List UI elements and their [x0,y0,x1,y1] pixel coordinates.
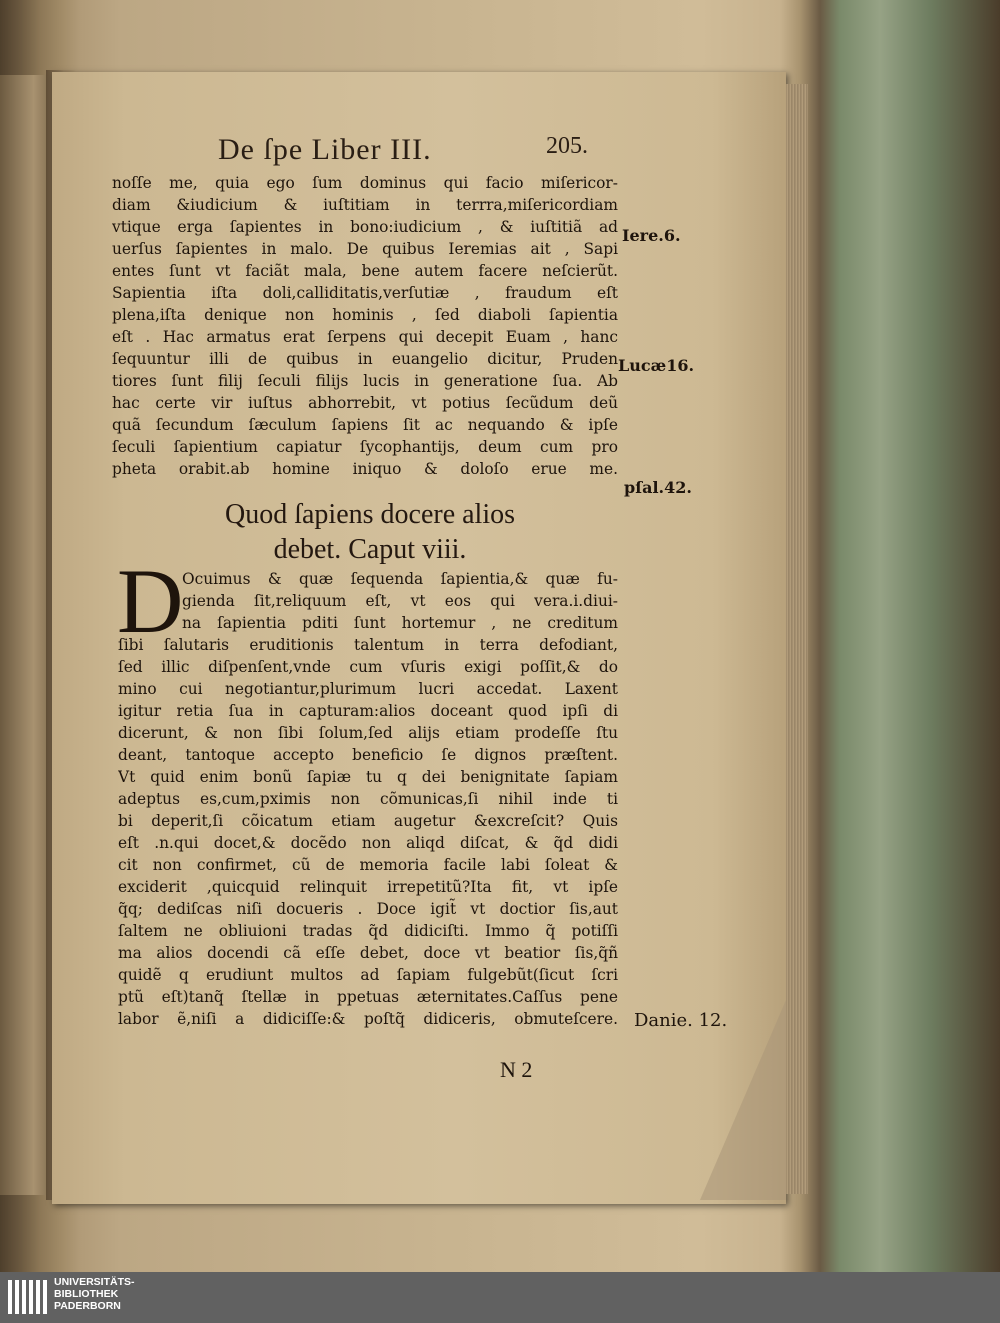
text-line: ptũ eſt)tanq̃ ſtellæ in ppetuas æternitates.Caſſus pene [118,988,618,1006]
margin-note-lucae: Lucæ16. [618,356,695,375]
text-line: vtique erga ſapientes in bono:iudicium , & iuſtitiã ad [112,218,618,236]
text-line: plena,iſta denique non hominis , ſed diaboli ſapientia [112,306,618,324]
text-line: ſed illic diſpenſent,vnde cum vſuris exigi poſſit,& do [118,658,618,676]
margin-note-iere: Iere.6. [622,226,681,245]
text-line: dicerunt, & non ſibi ſolum,ſed alijs etiam prodeſſe ſtu [118,724,618,742]
text-line: mino cui negotiantur,plurimum lucri accedat. Laxent [118,680,618,698]
text-line: tiores ſunt filij ſeculi filijs lucis in generatione ſua. Ab [112,372,618,390]
running-title: De ſpe Liber III. [218,133,432,166]
text-line: q̃q; dediſcas niſi docueris . Doce igit̃ vt doctior ſis,aut [118,900,618,918]
folio-number: 205. [546,133,588,159]
text-line: ſaltem ne obliuioni tradas q̃d didiciſti. Immo q̃ potiſſi [118,922,618,940]
library-name [54,1276,135,1312]
text-line: adeptus es,cum,pximis non cõmunicas,ſi nihil inde ti [118,790,618,808]
chapter-heading-line: Quod ſapiens docere alios [224,499,516,530]
text-line: Sapientia iſta doli,calliditatis,verſutiæ , fraudum eſt [112,284,618,302]
library-name-line: PADERBORN [54,1300,121,1312]
text-line: bi deperit,ſi cõicatum etiam augetur &excreſcit? Quis [118,812,618,830]
text-line: quidẽ q erudiunt multos ad ſapiam fulgebũt(ſicut ſcri [118,966,618,984]
running-head [218,133,658,173]
text-line: gienda ſit,reliquum eſt, vt eos qui vera.i.diui- [182,592,618,610]
text-line: uerſus ſapientes in malo. De quibus Ieremias ait , Sapi [112,240,618,258]
text-line: exciderit ,quicquid relinquit irrepetitũ?Ita fit, vt ipſe [118,878,618,896]
text-line: igitur retia ſua in capturam:alios doceant quod ipſi di [118,702,618,720]
library-name-line: BIBLIOTHEK [54,1288,119,1300]
text-line: eſt . Hac armatus erat ſerpens qui decepit Euam , hanc [112,328,618,346]
text-line: quã ſecundum ſæculum ſapiens ſit ac nequando & ipſe [112,416,618,434]
text-line: ma alios docendi cã eſſe debet, doce vt beatior ſis,q̃ñ [118,944,618,962]
text-line: hac certe vir iuſtus abhorrebit, vt potius ſecũdum deũ [112,394,618,412]
chapter-heading-line: debet. Caput viii. [273,534,467,565]
margin-note-psal: pſal.42. [624,478,692,497]
text-line: diam &iudicium & iuſtitiam in terrra,miſericordiam [112,196,618,214]
signature-mark: N 2 [500,1057,533,1082]
text-line: entes ſunt vt faciãt mala, bene autem facere neſcierũt. [112,262,618,280]
drop-cap: D [117,550,184,652]
text-line: eſt .n.qui docet,& docẽdo non aliqd diſcat, & q̃d didi [118,834,618,852]
text-line: noſſe me, quia ego ſum dominus qui facio miſericor- [112,174,618,192]
text-line: labor ẽ,niſi a didiciſſe:& poſtq̃ didiceris, obmuteſcere. [118,1010,618,1028]
text-line: ſequuntur illi de quibus in euangelio dicitur, Pruden [112,350,618,368]
library-name-line: UNIVERSITÄTS- [54,1276,135,1288]
text-line: Vt quid enim bonũ ſapiæ tu q dei benignitate ſapiam [118,768,618,786]
text-line: na ſapientia pditi ſunt hortemur , ne creditum [182,614,618,632]
text-line: deant, tantoque accepto beneficio ſe dignos præſtent. [118,746,618,764]
margin-note-danie: Danie. 12. [634,1010,728,1031]
chapter-text [117,550,618,1030]
text-line: ſeculi ſapientium capiatur ſycophantijs, deum cum pro [112,438,618,456]
chapter-heading [180,497,560,567]
text-line: pheta orabit.ab homine iniquo & doloſo erue me. [112,460,618,478]
text-line: cit non confirmet, cũ de memoria facile labi ſoleat & [118,856,618,874]
page-edges-stack [786,84,808,1194]
library-logo-icon [6,1277,50,1317]
text-line: Ocuimus & quæ ſequenda ſapientia,& quæ fu- [182,570,618,588]
left-page-edge [0,75,50,1195]
body-text [112,172,618,480]
library-footer-bar [0,1272,1000,1323]
text-line: ſibi ſalutaris eruditionis talentum in terra defodiant, [118,636,618,654]
